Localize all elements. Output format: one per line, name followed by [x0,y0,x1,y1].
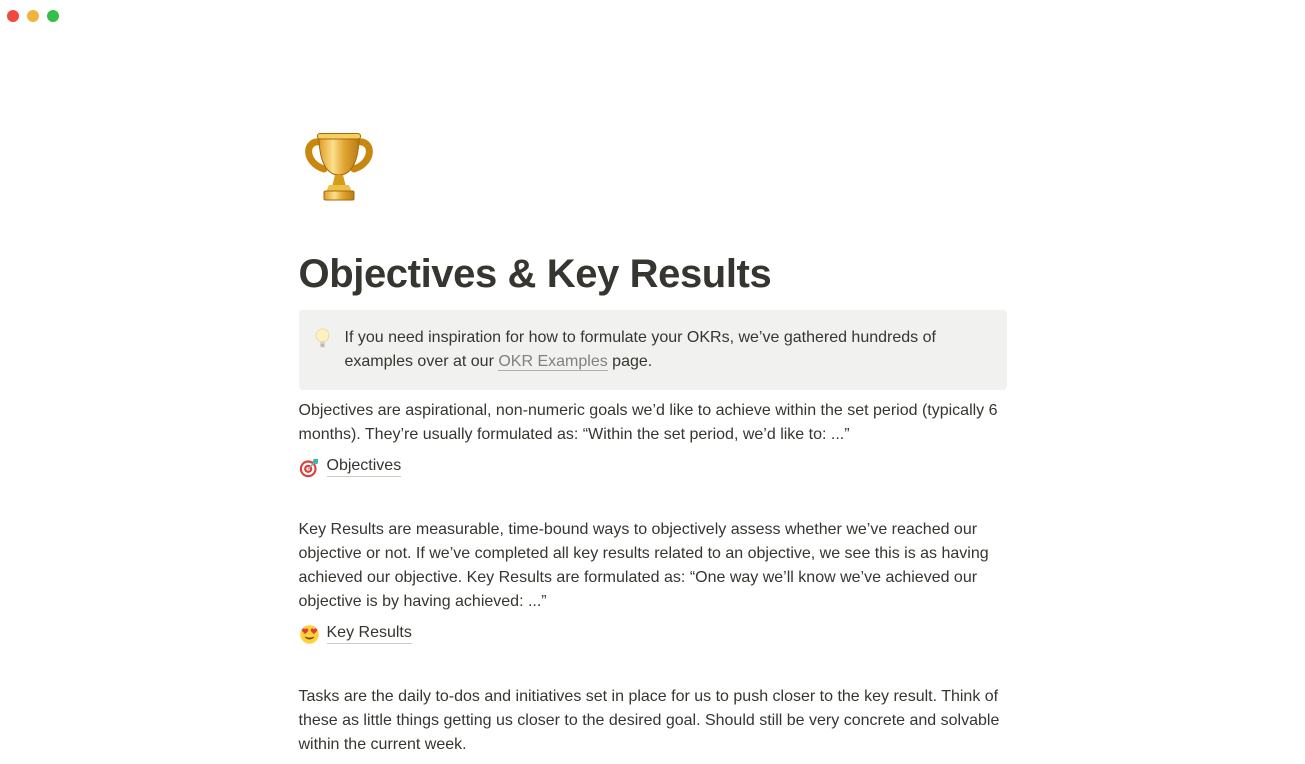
light-bulb-icon [311,326,335,350]
callout-text-before: If you need inspiration for how to formulate your OKRs, we’ve gathered hundreds of examples over at our [344,329,936,370]
window-controls [7,10,59,22]
dart-icon [299,457,320,478]
okr-examples-link[interactable]: OKR Examples [498,353,608,370]
heart-eyes-icon [299,624,320,645]
zoom-window-button[interactable] [47,10,59,22]
page-icon-trophy[interactable] [299,128,379,208]
callout-block [299,310,1007,390]
subpage-link-label: Key Results [327,624,412,644]
page-content [299,0,1007,757]
minimize-window-button[interactable] [27,10,39,22]
subpage-link-objectives[interactable] [299,452,402,482]
trophy-icon [299,128,379,208]
paragraph-objectives-intro[interactable]: Objectives are aspirational, non-numeric goals we’d like to achieve within the set period (typically 6 months). They’re usually formulated as: “Within the set period, we’d like to: ...” [298,402,998,443]
callout-text-after: page. [607,353,653,370]
paragraph-tasks-intro[interactable]: Tasks are the daily to-dos and initiatives set in place for us to push closer to the key result. Think of these as little things getting us closer to the desired goal. Should still be very concrete and solvable within the current week. [298,688,1000,753]
callout-text[interactable] [345,326,991,374]
subpage-link-key-results[interactable] [299,619,412,649]
subpage-link-label: Objectives [327,457,402,477]
page-title[interactable]: Objectives & Key Results [298,252,772,296]
close-window-button[interactable] [7,10,19,22]
paragraph-key-results-intro[interactable]: Key Results are measurable, time-bound ways to objectively assess whether we’ve reached our objective or not. If we’ve completed all key results related to an objective, we see this is as having achieved our objective. Key Results are formulated as: “One way we’ll know we’ve achieved our objective is by having achieved: ...” [298,521,989,610]
